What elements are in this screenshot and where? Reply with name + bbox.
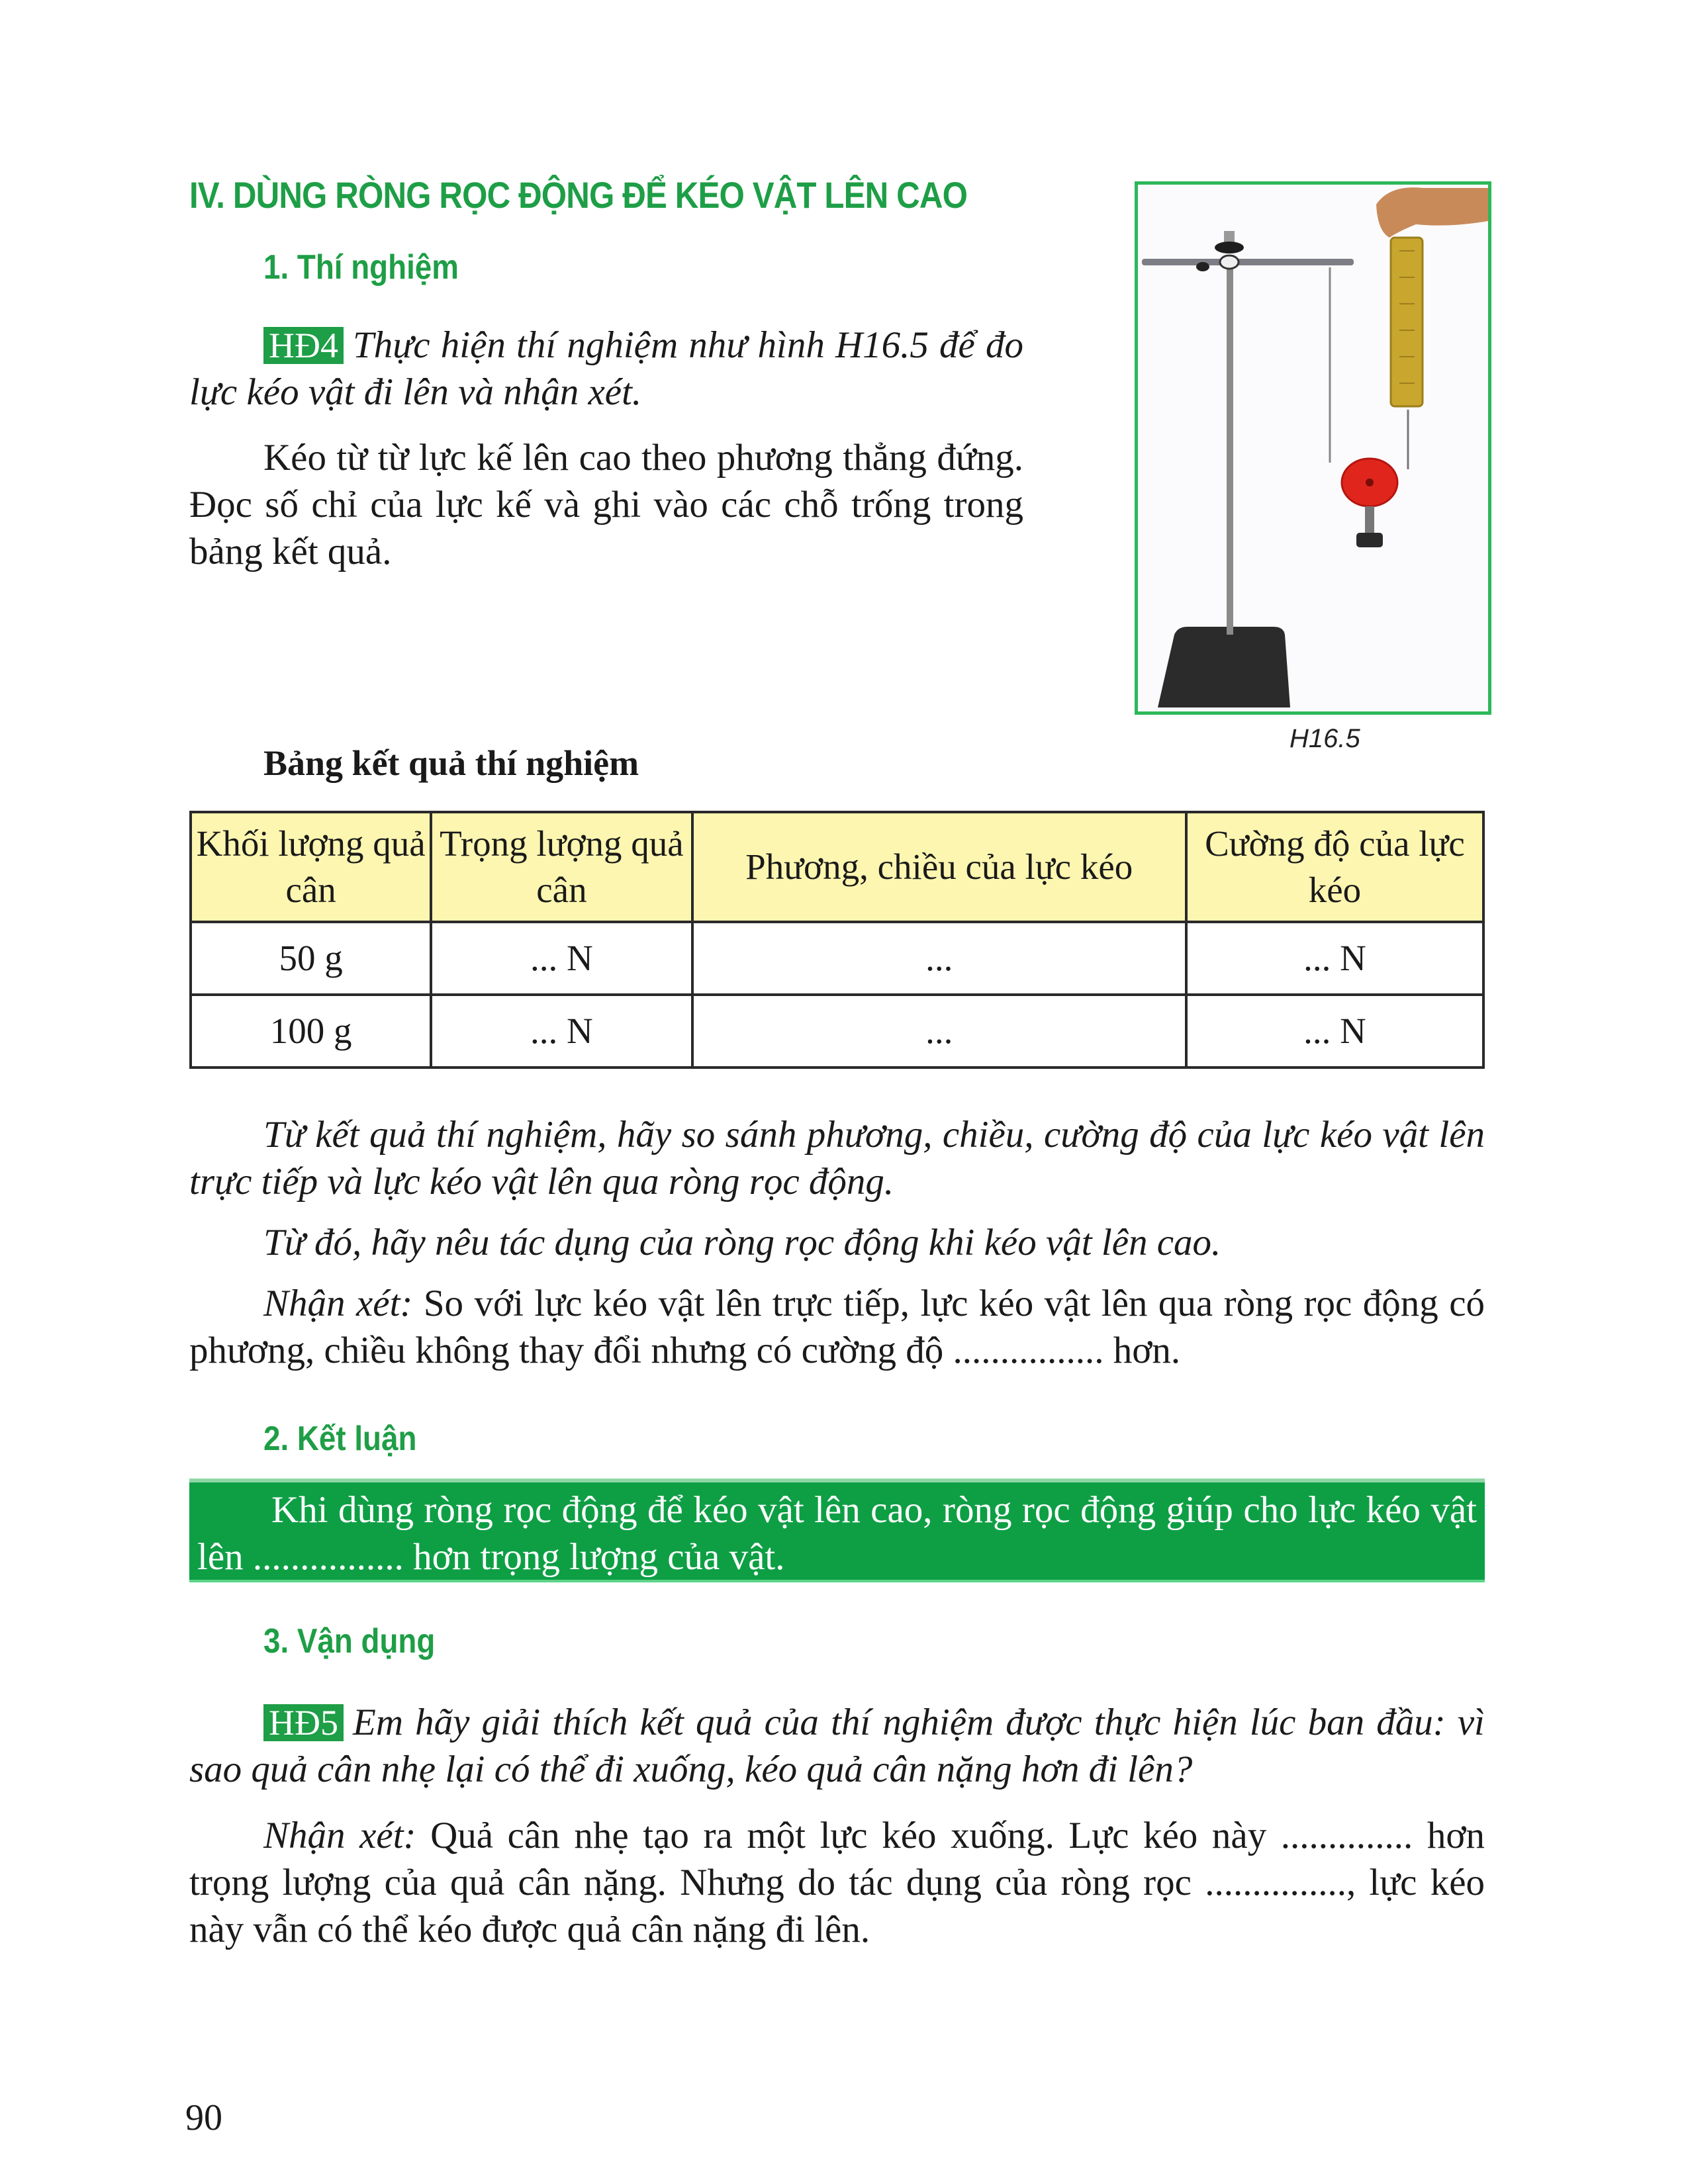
cell-magnitude-blank[interactable]: ... N [1186, 922, 1483, 995]
remark-label: Nhận xét: [263, 1815, 416, 1856]
activity-hd5 [189, 1699, 1485, 1953]
cell-magnitude-blank[interactable]: ... N [1186, 995, 1483, 1068]
spring-scale-icon [1391, 238, 1423, 406]
stand-base [1158, 627, 1290, 707]
cell-mass: 50 g [191, 922, 431, 995]
remark-text: So với lực kéo vật lên trực tiếp, lực kéo vật lên qua ròng rọc động có phương, chiều không thay đổi nhưng có cường độ ................ hơn. [189, 1283, 1485, 1371]
stand-rod [1227, 257, 1233, 635]
activity-hd4-text: Thực hiện thí nghiệm như hình H16.5 để đo lực kéo vật đi lên và nhận xét. [189, 324, 1023, 413]
pulley-experiment-illustration [1138, 185, 1488, 711]
cell-weight-blank[interactable]: ... N [431, 995, 692, 1068]
header-direction: Phương, chiều của lực kéo [692, 812, 1186, 922]
weight-icon [1356, 533, 1383, 547]
results-table [189, 811, 1485, 1069]
instruction-paragraph [189, 434, 1023, 575]
remark-text: Quả cân nhẹ tạo ra một lực kéo xuống. Lực kéo này .............. hơn trọng lượng của quả cân nặng. Nhưng do tác dụng của ròng rọc ..............., lực kéo này vẫn có thể kéo được quả cân nặng đi lên. [189, 1815, 1485, 1950]
table-row [191, 922, 1483, 995]
questions-block [189, 1111, 1485, 1374]
activity-hd4 [189, 322, 1023, 416]
activity-hd5-text: Em hãy giải thích kết quả của thí nghiệm được thực hiện lúc ban đầu: vì sao quả cân nhẹ lại có thể đi xuống, kéo quả cân nặng hơn đi lên? [189, 1702, 1485, 1790]
application-heading: 3. Vận dụng [263, 1622, 436, 1661]
cell-mass: 100 g [191, 995, 431, 1068]
conclusion-text: Khi dùng ròng rọc động để kéo vật lên cao, ròng rọc động giúp cho lực kéo vật lên ................ hơn trọng lượng của vật. [197, 1489, 1477, 1578]
table-title: Bảng kết quả thí nghiệm [263, 743, 639, 783]
instruction-text: Kéo từ từ lực kế lên cao theo phương thẳng đứng. Đọc số chỉ của lực kế và ghi vào các chỗ trống trong bảng kết quả. [189, 437, 1023, 572]
conclusion-box [189, 1479, 1485, 1582]
remark-application [189, 1812, 1485, 1953]
table-header-row [191, 812, 1483, 922]
stand-arm [1142, 259, 1354, 265]
figure-caption: H16.5 [1289, 724, 1360, 753]
section-heading: IV. DÙNG RÒNG RỌC ĐỘNG ĐỂ KÉO VẬT LÊN CAO [189, 174, 968, 216]
remark-experiment [189, 1280, 1485, 1374]
cell-direction-blank[interactable]: ... [692, 922, 1186, 995]
remark-label: Nhận xét: [263, 1283, 413, 1324]
experiment-heading: 1. Thí nghiệm [263, 248, 459, 287]
figure-h16-5 [1135, 181, 1491, 715]
activity-badge-hd5: HĐ5 [263, 1704, 344, 1741]
clamp-knob [1215, 242, 1244, 253]
cell-weight-blank[interactable]: ... N [431, 922, 692, 995]
question-effect: Từ đó, hãy nêu tác dụng của ròng rọc động khi kéo vật lên cao. [263, 1222, 1221, 1263]
activity-badge-hd4: HĐ4 [263, 327, 344, 364]
page-number: 90 [185, 2097, 222, 2138]
header-weight: Trọng lượng quả cân [431, 812, 692, 922]
header-magnitude: Cường độ của lực kéo [1186, 812, 1483, 922]
cell-direction-blank[interactable]: ... [692, 995, 1186, 1068]
question-compare: Từ kết quả thí nghiệm, hãy so sánh phương, chiều, cường độ của lực kéo vật lên trực tiếp và lực kéo vật lên qua ròng rọc động. [189, 1114, 1485, 1203]
hand-icon [1376, 187, 1488, 238]
header-mass: Khối lượng quả cân [191, 812, 431, 922]
table-row [191, 995, 1483, 1068]
conclusion-heading: 2. Kết luận [263, 1420, 417, 1458]
